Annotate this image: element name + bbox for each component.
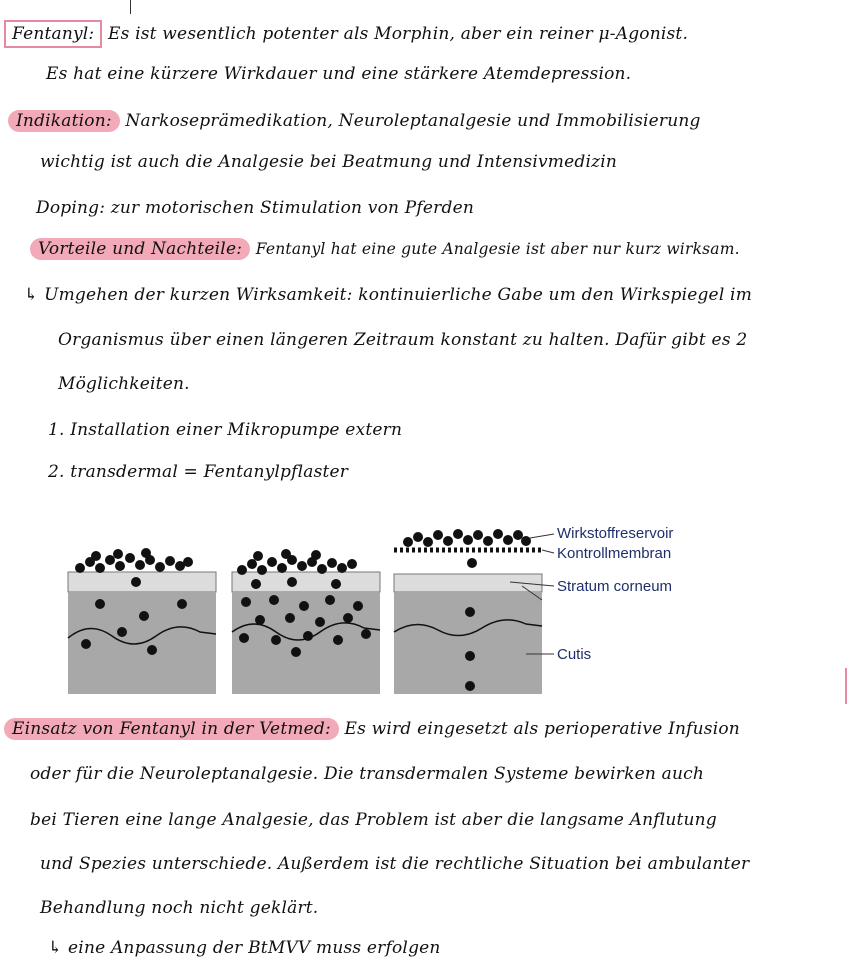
- note-line-7: [24, 285, 752, 305]
- label-membrane: Kontrollmembran: [557, 545, 672, 562]
- skin-panel-1: [68, 548, 216, 694]
- note-line-3: [8, 110, 701, 132]
- skin-panel-3: [394, 529, 542, 694]
- note-line-1: [4, 20, 688, 48]
- note-text: Narkoseprämedikation, Neuroleptanalgesie und Immobilisierung: [125, 111, 701, 131]
- note-line-11: 2. transdermal = Fentanylpflaster: [48, 462, 349, 482]
- fentanyl-heading: Fentanyl:: [4, 20, 102, 48]
- note-text: Fentanyl hat eine gute Analgesie ist aber nur kurz wirksam.: [255, 240, 740, 258]
- page-edge-line: [130, 0, 131, 14]
- note-line-16: Behandlung noch nicht geklärt.: [40, 898, 319, 918]
- skin-panel-2: [232, 549, 380, 694]
- label-reservoir: Wirkstoffreservoir: [557, 525, 674, 542]
- note-line-5: Doping: zur motorischen Stimulation von Pferden: [36, 198, 474, 218]
- arrow-icon: ↳: [24, 285, 39, 305]
- label-cutis: Cutis: [557, 646, 592, 663]
- transdermal-figure: [60, 520, 620, 700]
- note-text: Es ist wesentlich potenter als Morphin, aber ein reiner μ-Agonist.: [107, 24, 689, 44]
- note-text: Es wird eingesetzt als perioperative Infusion: [344, 719, 740, 739]
- label-stratum: Stratum corneum: [557, 578, 673, 595]
- note-line-8: Organismus über einen längeren Zeitraum konstant zu halten. Dafür gibt es 2: [58, 330, 748, 350]
- note-line-10: 1. Installation einer Mikropumpe extern: [48, 420, 403, 440]
- note-line-9: Möglichkeiten.: [58, 374, 190, 394]
- note-line-15: und Spezies unterschiede. Außerdem ist die rechtliche Situation bei ambulanter: [40, 854, 750, 874]
- note-line-12: [4, 718, 740, 740]
- note-line-14: bei Tieren eine lange Analgesie, das Problem ist aber die langsame Anflutung: [30, 810, 717, 830]
- note-line-2: Es hat eine kürzere Wirkdauer und eine stärkere Atemdepression.: [46, 64, 632, 84]
- note-line-17: ↳ eine Anpassung der BtMVV muss erfolgen: [48, 938, 441, 958]
- note-text: Umgehen der kurzen Wirksamkeit: kontinuierliche Gabe um den Wirkspiegel im: [44, 285, 753, 305]
- note-line-6: [30, 238, 740, 260]
- margin-marker: [845, 668, 847, 704]
- note-line-13: oder für die Neuroleptanalgesie. Die transdermalen Systeme bewirken auch: [30, 764, 704, 784]
- note-line-4: wichtig ist auch die Analgesie bei Beatmung und Intensivmedizin: [40, 152, 618, 172]
- einsatz-heading: Einsatz von Fentanyl in der Vetmed:: [4, 718, 339, 740]
- indikation-heading: Indikation:: [8, 110, 120, 132]
- vorteile-heading: Vorteile und Nachteile:: [30, 238, 250, 260]
